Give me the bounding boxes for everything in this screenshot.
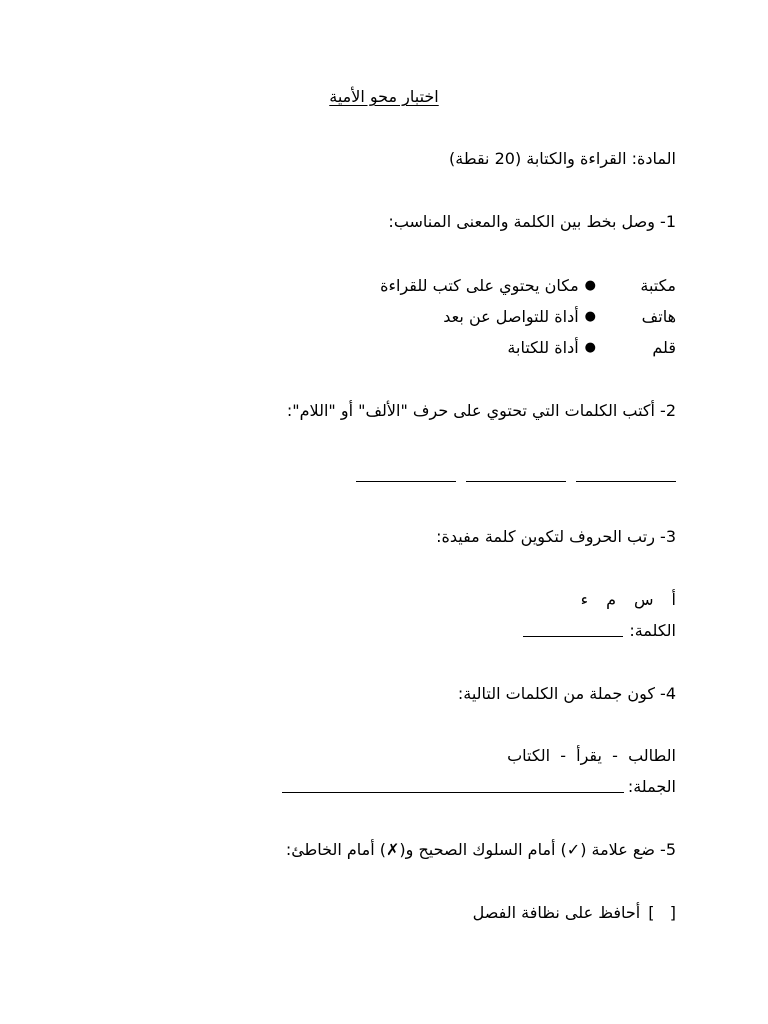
match-bullet: ● <box>584 278 596 293</box>
question-5-prompt: 5- ضع علامة (✓) أمام السلوك الصحيح و(✗) أمام الخاطئ: <box>285 840 676 859</box>
question-3-prompt: 3- رتب الحروف لتكوين كلمة مفيدة: <box>436 527 676 546</box>
checkbox-box: [ ] <box>648 903 676 922</box>
sentence-label: الجملة: <box>627 777 676 796</box>
question-1-prompt: 1- وصل بخط بين الكلمة والمعنى المناسب: <box>388 212 676 231</box>
letter-tile: أ <box>671 590 676 609</box>
letter-tile: ء <box>580 590 589 609</box>
match-word: هاتف <box>641 307 676 326</box>
match-word: قلم <box>652 338 676 357</box>
answer-blank <box>466 463 566 482</box>
answer-blanks <box>60 463 676 494</box>
match-bullet: ● <box>584 309 596 324</box>
word-answer-line <box>60 615 676 646</box>
match-row <box>60 332 676 363</box>
match-word: مكتبة <box>640 276 676 295</box>
checkbox-item <box>60 897 676 928</box>
letter-group <box>60 584 676 615</box>
letter-tile: م <box>606 590 617 609</box>
question-2-prompt: 2- أكتب الكلمات التي تحتوي على حرف "الألف" أو "اللام": <box>286 401 676 420</box>
word-label: الكلمة: <box>629 621 676 640</box>
answer-blank <box>356 463 456 482</box>
match-row <box>60 301 676 332</box>
page-title: اختبار محو الأمية <box>329 87 439 106</box>
match-bullet: ● <box>584 340 596 355</box>
question-4-prompt: 4- كون جملة من الكلمات التالية: <box>457 684 676 703</box>
sentence-blank <box>282 771 624 793</box>
letter-tile: س <box>634 590 654 609</box>
subject-line: المادة: القراءة والكتابة (20 نقطة) <box>449 149 676 168</box>
page-title-line <box>0 81 768 112</box>
match-meaning: مكان يحتوي على كتب للقراءة <box>380 276 579 295</box>
match-row <box>60 270 676 301</box>
sentence-answer-line <box>60 771 676 802</box>
match-meaning: أداة للتواصل عن بعد <box>443 307 579 326</box>
word-blank <box>523 615 623 637</box>
word-list: الطالب - يقرأ - الكتاب <box>507 746 676 765</box>
answer-blank <box>576 463 676 482</box>
checkbox-item-label: أحافظ على نظافة الفصل <box>472 903 641 922</box>
match-meaning: أداة للكتابة <box>507 338 579 357</box>
